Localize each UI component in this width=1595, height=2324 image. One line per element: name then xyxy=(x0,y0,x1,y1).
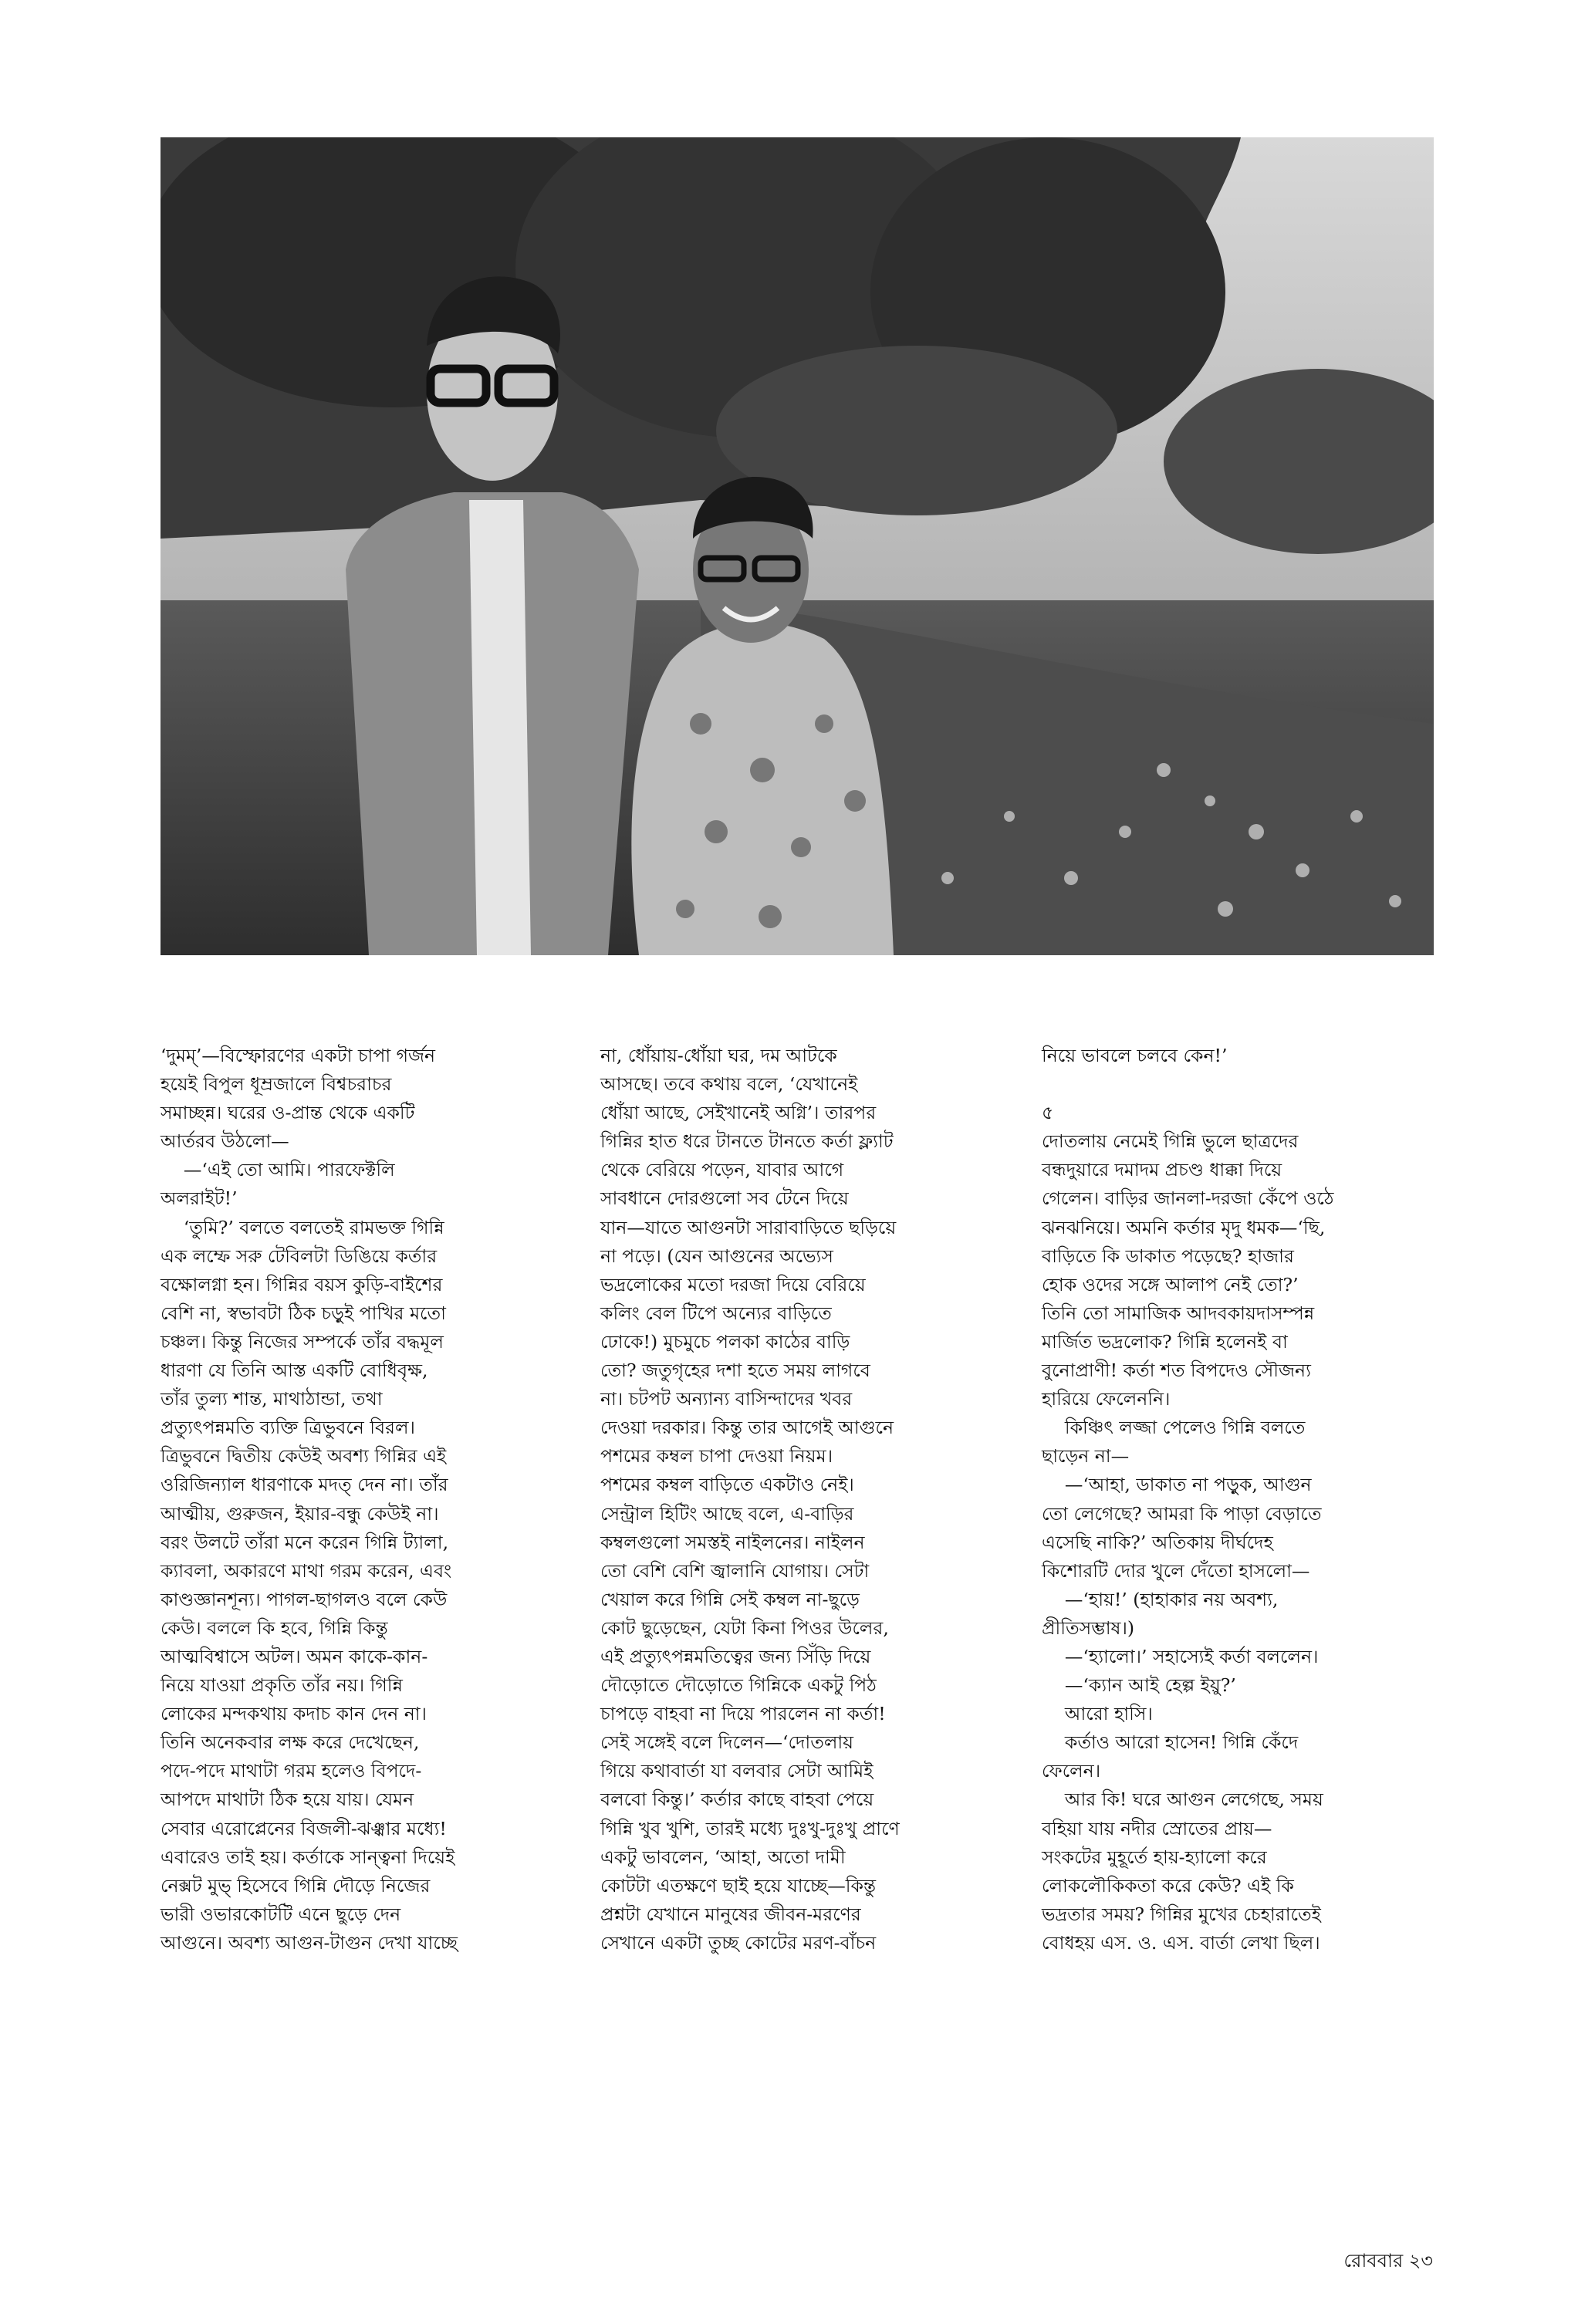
article-column-3: নিয়ে ভাবলে চলবে কেন!’ ৫ দোতলায় নেমেই গিন্নি ভুলে ছাত্রদের বন্ধদুয়ারে দমাদম প্রচণ্ড ধাক্কা দিয়ে গেলেন। বাড়ির জানলা-দরজা কেঁপে ওঠে ঝনঝনিয়ে। অমনি কর্তার মৃদু ধমক—‘ছি, বাড়িতে কি ডাকাত পড়েছে? হাজার হোক ওদের সঙ্গে আলাপ নেই তো?’ তিনি তো সামাজিক আদবকায়দাসম্পন্ন মার্জিত ভদ্রলোক? গিন্নি হলেনই বা বুনোপ্রাণী! কর্তা শত বিপদেও সৌজন্য হারিয়ে ফেলেননি। কিঞ্চিৎ লজ্জা পেলেও গিন্নি বলতে ছাড়েন না— —‘আহা, ডাকাত না পড়ুক, আগুন তো লেগেছে? আমরা কি পাড়া বেড়াতে এসেছি নাকি?’ অতিকায় দীর্ঘদেহ কিশোরটি দোর খুলে দেঁতো হাসলো— —‘হায়!’ (হাহাকার নয় অবশ্য, প্রীতিসম্ভাষ।) —‘হ্যালো।’ সহাস্যেই কর্তা বললেন। —‘ক্যান আই হেল্প ইয়ু?’ আরো হাসি। কর্তাও আরো হাসেন! গিন্নি কেঁদে ফেলেন। আর কি! ঘরে আগুন লেগেছে, সময় বহিয়া যায় নদীর স্রোতের প্রায়— সংকটের মুহূর্তে হায়-হ্যালো করে লোকলৌকিকতা করে কেউ? এই কি ভদ্রতার সময়? গিন্নির মুখের চেহারাতেই বোধহয় এস. ও. এস. বার্তা লেখা ছিল। xyxy=(1042,1045,1334,1954)
couple-photograph xyxy=(161,137,1434,955)
article-column-2: না, ধোঁয়ায়-ধোঁয়া ঘর, দম আটকে আসছে। তবে কথায় বলে, ‘যেখানেই ধোঁয়া আছে, সেইখানেই অগ্নি’। তারপর গিন্নির হাত ধরে টানতে টানতে কর্তা ফ্ল্যাট থেকে বেরিয়ে পড়েন, যাবার আগে সাবধানে দোরগুলো সব টেনে দিয়ে যান—যাতে আগুনটা সারাবাড়িতে ছড়িয়ে না পড়ে। (যেন আগুনের অভ্যেস ভদ্রলোকের মতো দরজা দিয়ে বেরিয়ে কলিং বেল টিপে অন্যের বাড়িতে ঢোকে!) মুচমুচে পলকা কাঠের বাড়ি তো? জতুগৃহের দশা হতে সময় লাগবে না। চটপট অন্যান্য বাসিন্দাদের খবর দেওয়া দরকার। কিন্তু তার আগেই আগুনে পশমের কম্বল চাপা দেওয়া নিয়ম। পশমের কম্বল বাড়িতে একটাও নেই। সেন্ট্রাল হিটিং আছে বলে, এ-বাড়ির কম্বলগুলো সমস্তই নাইলনের। নাইলন তো বেশি বেশি জ্বালানি যোগায়। সেটা খেয়াল করে গিন্নি সেই কম্বল না-ছুড়ে কোট ছুড়েছেন, যেটা কিনা পিওর উলের, এই প্রত্যুৎপন্নমতিত্বের জন্য সিঁড়ি দিয়ে দৌড়োতে দৌড়োতে গিন্নিকে একটু পিঠ চাপড়ে বাহবা না দিয়ে পারলেন না কর্তা! সেই সঙ্গেই বলে দিলেন—‘দোতলায় গিয়ে কথাবার্তা যা বলবার সেটা আমিই বলবো কিন্তু।’ কর্তার কাছে বাহবা পেয়ে গিন্নি খুব খুশি, তারই মধ্যে দুঃখু-দুঃখু প্রাণে একটু ভাবলেন, ‘আহা, অতো দামী কোটটা এতক্ষণে ছাই হয়ে যাচ্ছে—কিন্তু প্রশ্নটা যেখানে মানুষের জীবন-মরণের সেখানে একটা তুচ্ছ কোটের মরণ-বাঁচন xyxy=(600,1045,900,1954)
article-column-1: ‘দুমম্’—বিস্ফোরণের একটা চাপা গর্জন হয়েই বিপুল ধূম্রজালে বিশ্বচরাচর সমাচ্ছন্ন। ঘরের ও-প্রান্ত থেকে একটি আর্তরব উঠলো— —‘এই তো আমি। পারফেক্টলি অলরাইট!’ ‘তুমি?’ বলতে বলতেই রামভক্ত গিন্নি এক লম্ফে সরু টেবিলটা ডিঙিয়ে কর্তার বক্ষোলগ্না হন। গিন্নির বয়স কুড়ি-বাইশের বেশি না, স্বভাবটা ঠিক চড়ুই পাখির মতো চঞ্চল। কিন্তু নিজের সম্পর্কে তাঁর বদ্ধমূল ধারণা যে তিনি আস্ত একটি বোধিবৃক্ষ, তাঁর তুল্য শান্ত, মাথাঠান্ডা, তথা প্রত্যুৎপন্নমতি ব্যক্তি ত্রিভুবনে বিরল। ত্রিভুবনে দ্বিতীয় কেউই অবশ্য গিন্নির এই ওরিজিন্যাল ধারণাকে মদত্ দেন না। তাঁর আত্মীয়, গুরুজন, ইয়ার-বন্ধু কেউই না। বরং উলটে তাঁরা মনে করেন গিন্নি ট্যালা, ক্যাবলা, অকারণে মাথা গরম করেন, এবং কাণ্ডজ্ঞানশূন্য। পাগল-ছাগলও বলে কেউ কেউ। বললে কি হবে, গিন্নি কিন্তু আত্মবিশ্বাসে অটল। অমন কাকে-কান- নিয়ে যাওয়া প্রকৃতি তাঁর নয়। গিন্নি লোকের মন্দকথায় কদাচ কান দেন না। তিনি অনেকবার লক্ষ করে দেখেছেন, পদে-পদে মাথাটা গরম হলেও বিপদে- আপদে মাথাটা ঠিক হয়ে যায়। যেমন সেবার এরোপ্লেনের বিজলী-ঝঞ্ঝার মধ্যে! এবারেও তাই হয়। কর্তাকে সান্ত্বনা দিয়েই নেক্সট মুভ্ হিসেবে গিন্নি দৌড়ে নিজের ভারী ওভারকোটটি এনে ছুড়ে দেন আগুনে। অবশ্য আগুন-টাগুন দেখা যাচ্ছে xyxy=(161,1045,458,1954)
page-footer: রোববার ২৩ xyxy=(1343,2250,1433,2272)
photograph-image xyxy=(161,137,1434,955)
